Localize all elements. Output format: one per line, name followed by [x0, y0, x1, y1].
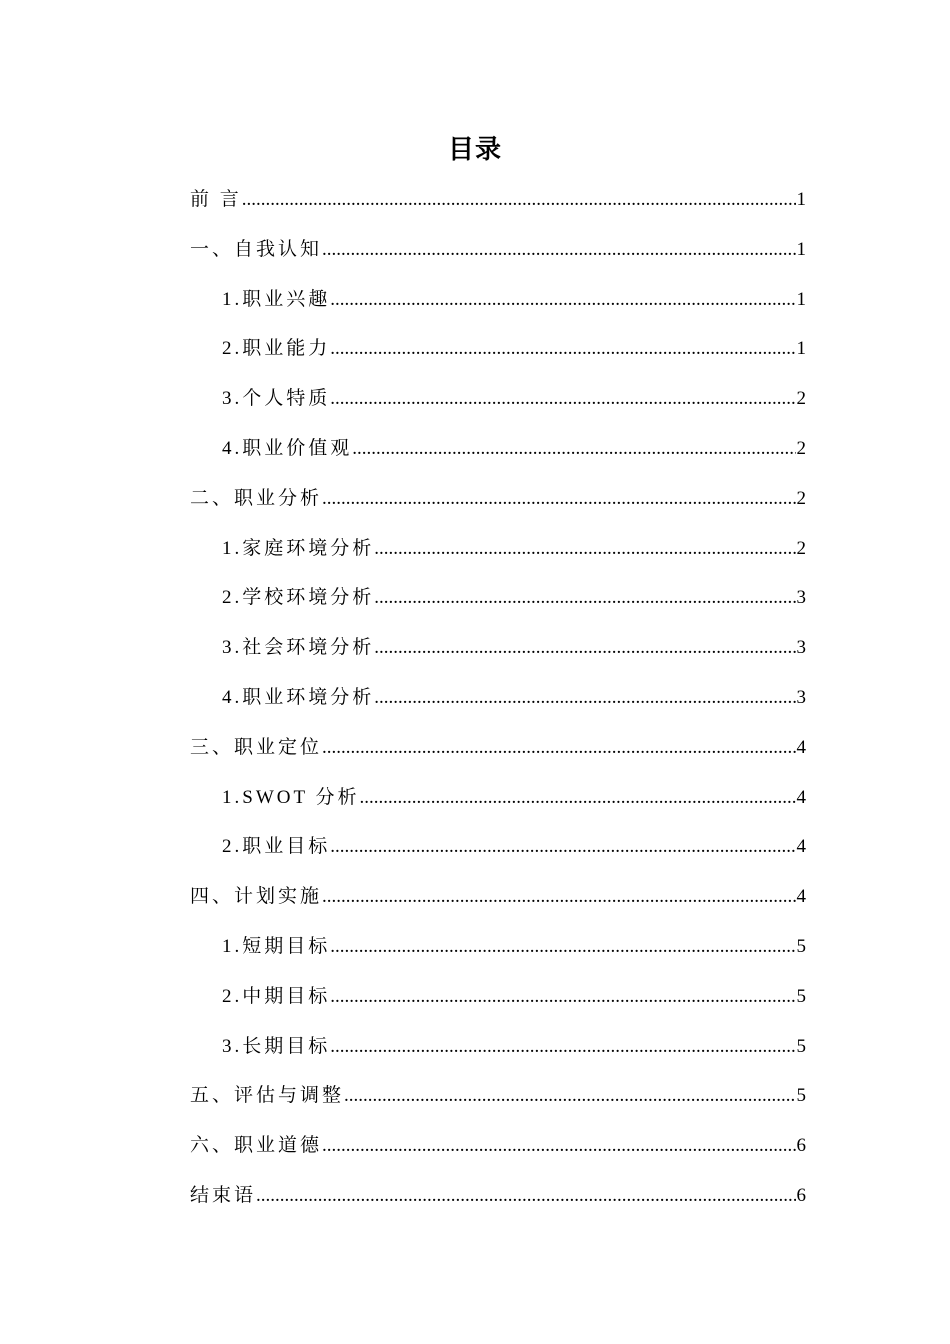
toc-entry-page-number: 4	[796, 736, 806, 758]
toc-entry[interactable]	[190, 533, 806, 583]
toc-entry[interactable]	[190, 931, 806, 981]
toc-entry-page-number: 5	[796, 1085, 806, 1107]
toc-entry-label: 2.职业目标	[222, 836, 331, 858]
toc-entry-page-number: 4	[796, 836, 806, 858]
toc-entry-label: 2.中期目标	[222, 985, 331, 1007]
toc-entry-page-number: 4	[796, 786, 806, 808]
toc-entry-page-number: 2	[796, 388, 806, 410]
toc-entry-page-number: 1	[796, 288, 806, 310]
toc-entry-label: 3.个人特质	[222, 388, 331, 410]
toc-entry[interactable]	[190, 831, 806, 881]
toc-entry-label: 4.职业环境分析	[222, 686, 375, 708]
toc-entry[interactable]	[190, 483, 806, 533]
dot-leader	[256, 1180, 795, 1212]
dot-leader	[330, 333, 795, 365]
dot-leader	[330, 1031, 795, 1063]
toc-entry-page-number: 4	[796, 886, 806, 908]
toc-entry-label: 3.社会环境分析	[222, 637, 375, 659]
dot-leader	[352, 433, 795, 465]
toc-entry[interactable]	[190, 782, 806, 832]
toc-entry[interactable]	[190, 284, 806, 334]
toc-entry-page-number: 3	[796, 587, 806, 609]
dot-leader	[374, 682, 795, 714]
toc-entry-label: 1.家庭环境分析	[222, 537, 375, 559]
toc-entry-page-number: 3	[796, 637, 806, 659]
toc-entry[interactable]	[190, 582, 806, 632]
toc-entry-label: 三、职业定位	[190, 736, 323, 758]
toc-entry[interactable]	[190, 433, 806, 483]
toc-entry-label: 1.SWOT 分析	[222, 786, 360, 808]
toc-entry[interactable]	[190, 1130, 806, 1180]
toc-entry-label: 结束语	[190, 1184, 257, 1206]
toc-entry[interactable]	[190, 1180, 806, 1230]
toc-entry-label: 4.职业价值观	[222, 437, 353, 459]
dot-leader	[330, 383, 795, 415]
toc-entry-label: 2.学校环境分析	[222, 587, 375, 609]
toc-entry[interactable]	[190, 184, 806, 234]
toc-entry[interactable]	[190, 383, 806, 433]
dot-leader	[330, 981, 795, 1013]
toc-entry[interactable]	[190, 1031, 806, 1081]
toc-entry-label: 1.职业兴趣	[222, 288, 331, 310]
toc-entry-label: 前 言	[190, 189, 242, 210]
toc-entry-page-number: 2	[796, 437, 806, 459]
toc-entry-page-number: 1	[796, 238, 806, 260]
toc-entry[interactable]	[190, 881, 806, 931]
toc-entry-label: 2.职业能力	[222, 338, 331, 360]
table-of-contents	[190, 184, 806, 1230]
dot-leader	[322, 881, 795, 913]
toc-entry-label: 二、职业分析	[190, 487, 323, 509]
toc-entry[interactable]	[190, 333, 806, 383]
toc-entry-label: 1.短期目标	[222, 935, 331, 957]
toc-entry-page-number: 5	[796, 935, 806, 957]
dot-leader	[322, 483, 795, 515]
dot-leader	[322, 732, 795, 764]
toc-entry-label: 六、职业道德	[190, 1135, 323, 1157]
toc-entry-page-number: 5	[796, 985, 806, 1007]
toc-entry[interactable]	[190, 632, 806, 682]
dot-leader	[359, 782, 795, 814]
toc-entry[interactable]	[190, 981, 806, 1031]
toc-entry-page-number: 1	[796, 189, 806, 210]
dot-leader	[242, 184, 796, 216]
toc-entry-label: 3.长期目标	[222, 1035, 331, 1057]
toc-entry-page-number: 6	[796, 1135, 806, 1157]
toc-entry-page-number: 2	[796, 487, 806, 509]
toc-entry-label: 一、自我认知	[190, 238, 323, 260]
dot-leader	[374, 632, 795, 664]
toc-entry[interactable]	[190, 1080, 806, 1130]
dot-leader	[344, 1080, 795, 1112]
toc-entry-page-number: 1	[796, 338, 806, 360]
dot-leader	[330, 931, 795, 963]
dot-leader	[330, 831, 795, 863]
dot-leader	[322, 234, 795, 266]
dot-leader	[374, 582, 795, 614]
toc-entry-label: 五、评估与调整	[190, 1085, 345, 1107]
toc-entry-page-number: 5	[796, 1035, 806, 1057]
toc-entry-page-number: 2	[796, 537, 806, 559]
toc-entry-page-number: 6	[796, 1184, 806, 1206]
dot-leader	[322, 1130, 795, 1162]
toc-entry-label: 四、计划实施	[190, 886, 323, 908]
toc-entry[interactable]	[190, 234, 806, 284]
toc-title: 目录	[447, 135, 502, 164]
dot-leader	[374, 533, 795, 565]
toc-entry-page-number: 3	[796, 686, 806, 708]
toc-entry[interactable]	[190, 732, 806, 782]
dot-leader	[330, 284, 795, 316]
toc-entry[interactable]	[190, 682, 806, 732]
